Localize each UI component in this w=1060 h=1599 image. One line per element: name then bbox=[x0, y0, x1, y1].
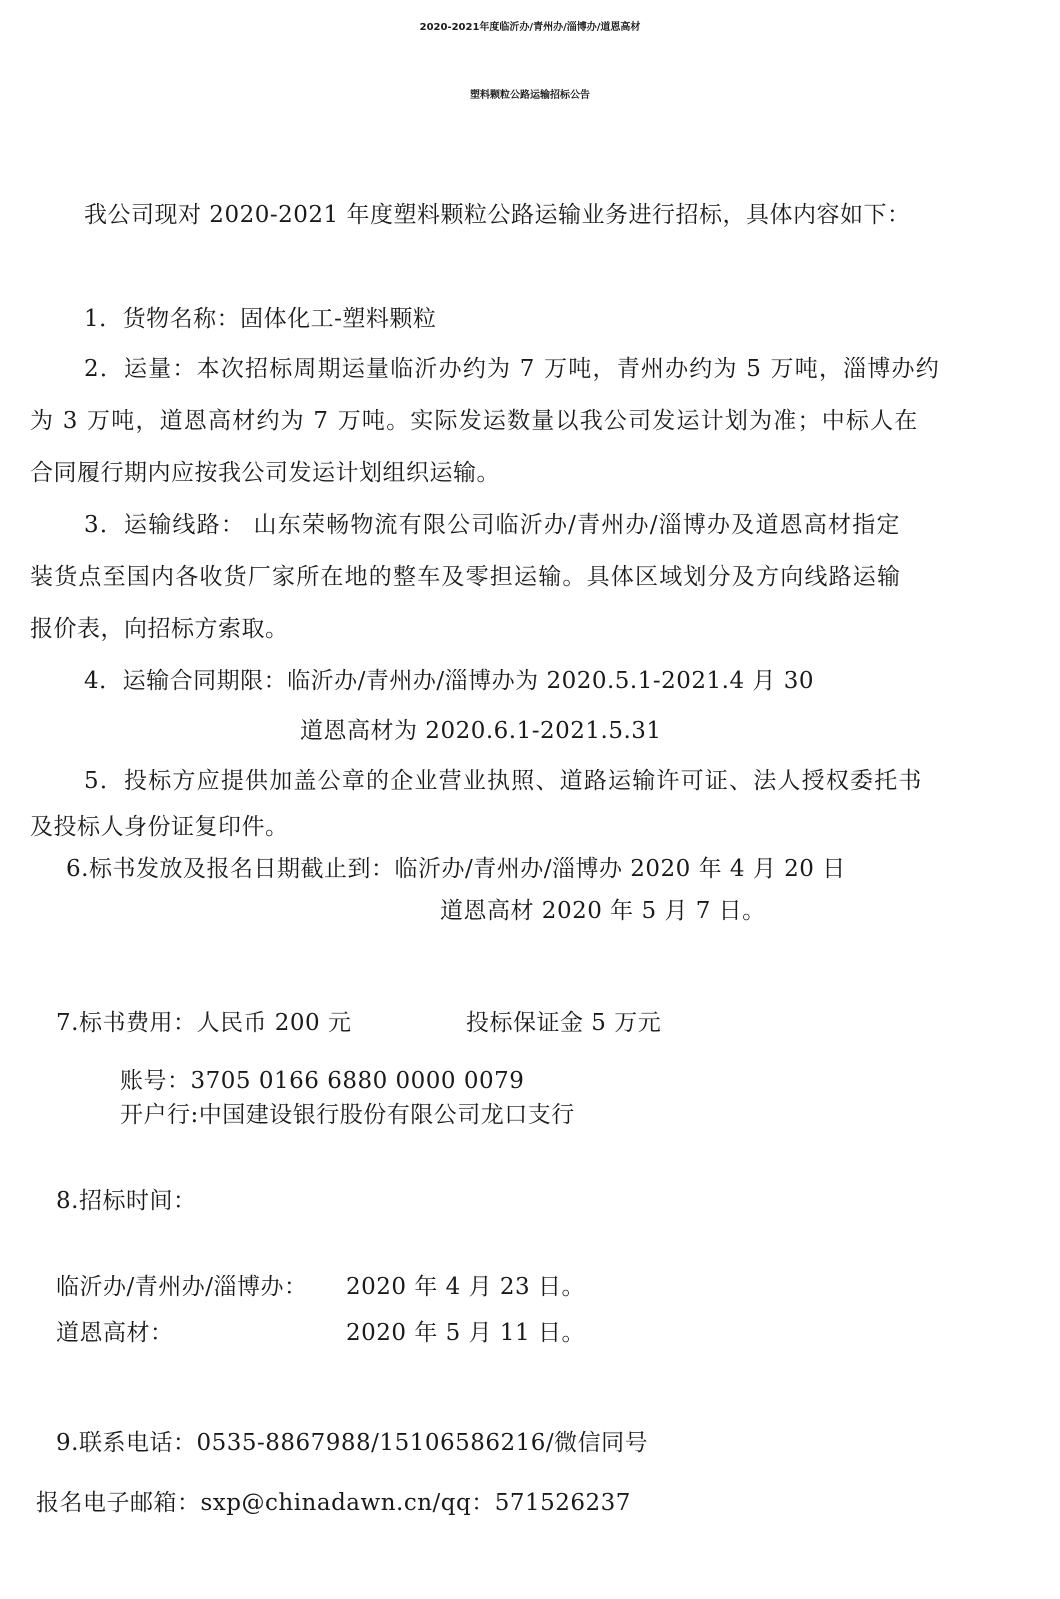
registration-email: 报名电子邮箱：sxp@chinadawn.cn/qq：571526237 bbox=[36, 1490, 631, 1516]
item-2-volume-line-2: 为 3 万吨，道恩高材约为 7 万吨。实际发运数量以我公司发运计划为准；中标人在 bbox=[30, 408, 919, 434]
item-2-volume-line-3: 合同履行期内应按我公司发运计划组织运输。 bbox=[30, 460, 500, 486]
item-5-documents-line-1: 5．投标方应提供加盖公章的企业营业执照、道路运输许可证、法人授权委托书 bbox=[84, 768, 923, 794]
item-7-bid-fee: 7.标书费用：人民币 200 元 bbox=[56, 1010, 352, 1036]
item-2-volume-line-1: 2．运量：本次招标周期运量临沂办约为 7 万吨，青州办约为 5 万吨，淄博办约 bbox=[84, 356, 940, 382]
item-8-daoen-date: 2020 年 5 月 11 日。 bbox=[346, 1320, 585, 1346]
item-6-deadline-line-1: 6.标书发放及报名日期截止到：临沂办/青州办/淄博办 2020 年 4 月 20 日 bbox=[66, 856, 846, 882]
item-1-goods-name: 1．货物名称：固体化工-塑料颗粒 bbox=[84, 306, 437, 332]
item-7-account-number: 账号：3705 0166 6880 0000 0079 bbox=[120, 1068, 525, 1094]
document-title-line-2: 塑料颗粒公路运输招标公告 bbox=[470, 90, 590, 101]
item-7-bank-name: 开户行:中国建设银行股份有限公司龙口支行 bbox=[120, 1102, 575, 1128]
item-3-route-line-2: 装货点至国内各收货厂家所在地的整车及零担运输。具体区域划分及方向线路运输 bbox=[30, 564, 902, 590]
item-4-contract-period-line-2: 道恩高材为 2020.6.1-2021.5.31 bbox=[300, 718, 662, 744]
intro-paragraph: 我公司现对 2020-2021 年度塑料颗粒公路运输业务进行招标，具体内容如下： bbox=[84, 202, 911, 228]
item-8-tender-time-label: 8.招标时间： bbox=[56, 1188, 197, 1214]
item-9-contact-phone: 9.联系电话：0535-8867988/15106586216/微信同号 bbox=[56, 1430, 649, 1456]
item-4-contract-period-line-1: 4．运输合同期限：临沂办/青州办/淄博办为 2020.5.1-2021.4 月 30 bbox=[84, 668, 815, 694]
item-7-bid-deposit: 投标保证金 5 万元 bbox=[466, 1010, 662, 1036]
item-8-linyi-label: 临沂办/青州办/淄博办： bbox=[56, 1274, 308, 1300]
document-title-line-1: 2020-2021年度临沂办/青州办/淄博办/道恩高材 bbox=[419, 22, 641, 33]
item-3-route-line-1: 3．运输线路： 山东荣畅物流有限公司临沂办/青州办/淄博办及道恩高材指定 bbox=[84, 512, 901, 538]
item-6-deadline-line-2: 道恩高材 2020 年 5 月 7 日。 bbox=[440, 898, 766, 924]
item-3-route-line-3: 报价表，向招标方索取。 bbox=[30, 616, 289, 642]
item-8-linyi-date: 2020 年 4 月 23 日。 bbox=[346, 1274, 585, 1300]
item-5-documents-line-2: 及投标人身份证复印件。 bbox=[30, 814, 289, 840]
item-8-daoen-label: 道恩高材： bbox=[56, 1320, 174, 1346]
